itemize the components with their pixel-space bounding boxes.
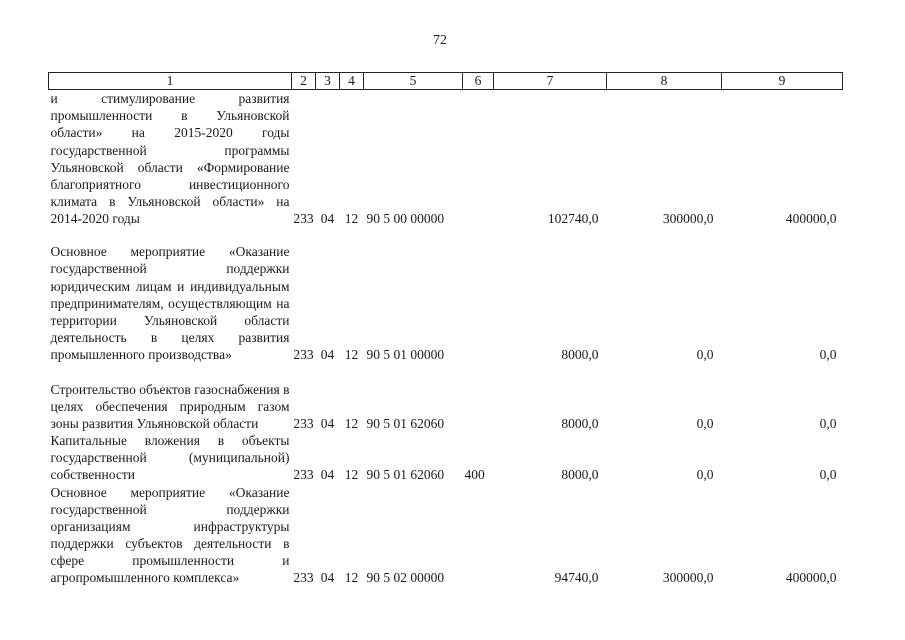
row-name: Основное мероприятие «Оказание государственной поддержки организациям инфраструктуры поддержки субъектов деятельности в сфере промышленности и агропромышленного комплекса» xyxy=(50,484,290,586)
amount-col-9: 400000,0 xyxy=(785,210,837,226)
column-header-4: 4 xyxy=(340,73,364,90)
target-article-code: 90 5 01 62060 xyxy=(366,467,445,483)
expense-type-code xyxy=(463,227,494,363)
amount-col-9: 0,0 xyxy=(819,346,837,362)
column-header-9: 9 xyxy=(722,73,843,90)
section-code: 04 xyxy=(320,210,335,226)
target-article-code: 90 5 01 00000 xyxy=(366,346,445,362)
subsection-code: 12 xyxy=(344,467,359,483)
expense-type-code xyxy=(463,363,494,432)
amount-col-7: 94740,0 xyxy=(554,570,599,586)
column-header-3: 3 xyxy=(316,73,340,90)
admin-code: 233 xyxy=(293,210,314,226)
amount-col-9: 400000,0 xyxy=(785,570,837,586)
amount-col-8: 0,0 xyxy=(696,346,714,362)
target-article-code: 90 5 01 62060 xyxy=(366,415,445,431)
amount-col-7: 8000,0 xyxy=(561,346,599,362)
column-header-8: 8 xyxy=(607,73,722,90)
amount-col-8: 0,0 xyxy=(696,467,714,483)
expense-type-code: 400 xyxy=(464,467,485,483)
amount-col-8: 0,0 xyxy=(696,415,714,431)
subsection-code: 12 xyxy=(344,346,359,362)
amount-col-7: 8000,0 xyxy=(561,415,599,431)
section-code: 04 xyxy=(320,570,335,586)
table-row xyxy=(49,483,843,586)
budget-table xyxy=(48,72,843,586)
amount-col-7: 102740,0 xyxy=(547,210,599,226)
row-name: Основное мероприятие «Оказание государственной поддержки юридическим лицам и индивидуальным предпринимателям, осуществляющим на территории Ульяновской области деятельность в целях развития промышленного производства» xyxy=(50,244,290,362)
section-code: 04 xyxy=(320,346,335,362)
row-name: Капитальные вложения в объекты государственной (муниципальной) собственности xyxy=(50,433,290,483)
admin-code: 233 xyxy=(293,346,314,362)
admin-code: 233 xyxy=(293,570,314,586)
row-name: и стимулирование развития промышленности в Ульяновской области» на 2015-2020 годы государственной программы Ульяновской области «Формирование благоприятного инвестиционного климата в Ульяновской области» на 2014-2020 годы xyxy=(50,91,290,226)
expense-type-code xyxy=(463,90,494,228)
target-article-code: 90 5 02 00000 xyxy=(366,570,445,586)
subsection-code: 12 xyxy=(344,210,359,226)
column-header-7: 7 xyxy=(494,73,607,90)
column-header-6: 6 xyxy=(463,73,494,90)
section-code: 04 xyxy=(320,467,335,483)
table-row xyxy=(49,363,843,432)
admin-code: 233 xyxy=(293,415,314,431)
column-header-2: 2 xyxy=(292,73,316,90)
amount-col-7: 8000,0 xyxy=(561,467,599,483)
amount-col-9: 0,0 xyxy=(819,467,837,483)
admin-code: 233 xyxy=(293,467,314,483)
section-code: 04 xyxy=(320,415,335,431)
table-row xyxy=(49,432,843,483)
table-header-row xyxy=(49,73,843,90)
table-row xyxy=(49,227,843,363)
amount-col-9: 0,0 xyxy=(819,415,837,431)
column-header-1: 1 xyxy=(49,73,292,90)
page-number: 72 xyxy=(433,33,447,48)
amount-col-8: 300000,0 xyxy=(662,210,714,226)
target-article-code: 90 5 00 00000 xyxy=(366,210,445,226)
expense-type-code xyxy=(463,483,494,586)
subsection-code: 12 xyxy=(344,415,359,431)
row-name: Строительство объектов газоснабжения в целях обеспечения природным газом зоны развития Ульяновской области xyxy=(50,381,290,431)
amount-col-8: 300000,0 xyxy=(662,570,714,586)
column-header-5: 5 xyxy=(364,73,463,90)
table-row xyxy=(49,90,843,228)
subsection-code: 12 xyxy=(344,570,359,586)
